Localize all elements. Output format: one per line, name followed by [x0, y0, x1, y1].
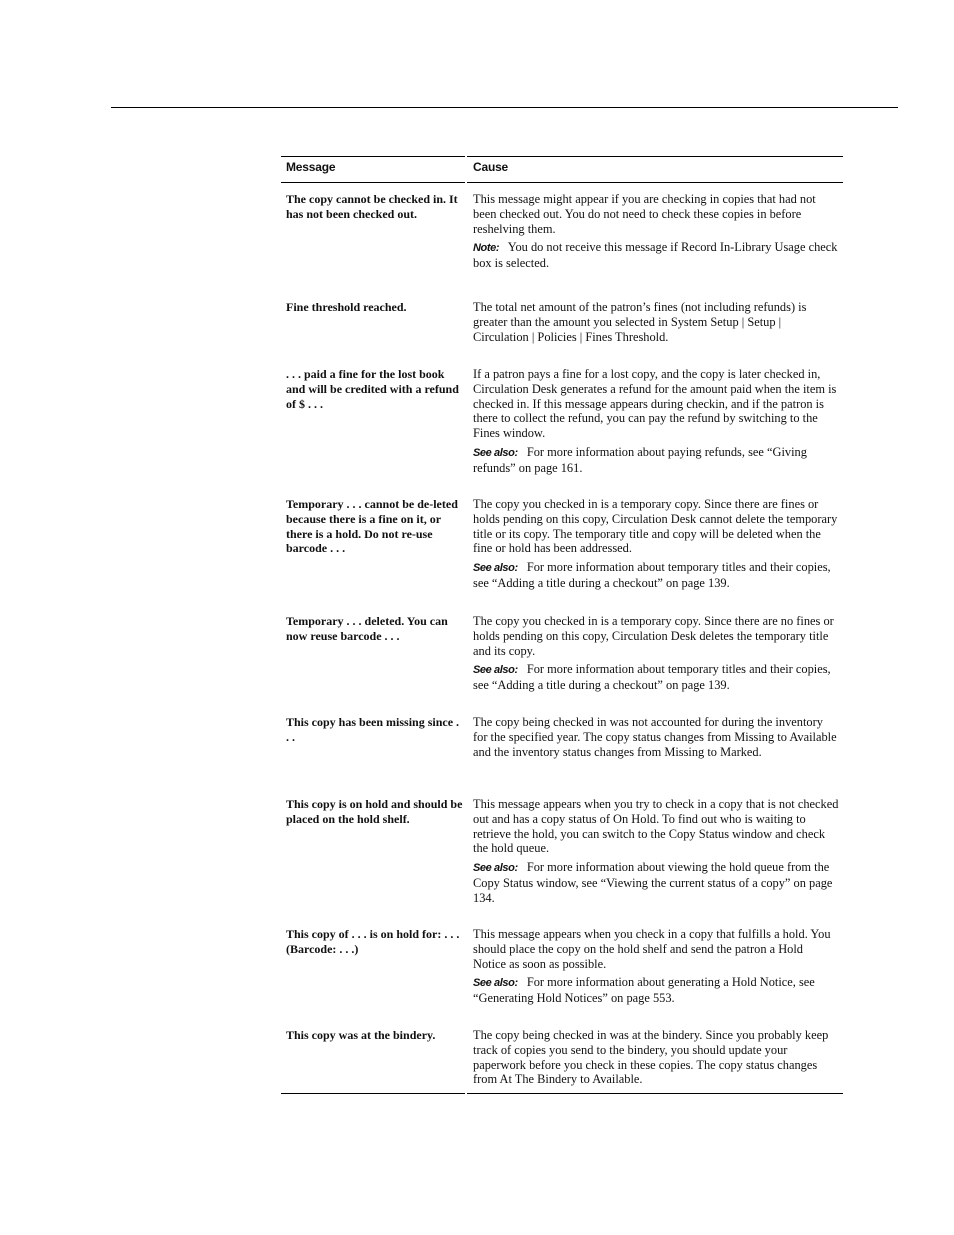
note-text: For more information about paying refunds, see “Giving refunds” on page 161. — [473, 444, 807, 475]
message-cell — [281, 1028, 467, 1093]
cause-cell — [467, 183, 843, 300]
cause-cell — [467, 497, 843, 614]
cause-text: The copy being checked in was not accounted for during the inventory for the specified year. The copy status changes from Missing to Available and the inventory status changes from Missing to Marked. — [473, 715, 837, 759]
message-cell — [281, 927, 467, 1028]
note — [473, 240, 839, 271]
cause-cell — [467, 614, 843, 715]
see-also-note — [473, 662, 839, 693]
cause-text: This message appears when you try to check in a copy that is not checked out and has a copy status of On Hold. To find out who is waiting to retrieve the hold, you can switch to the Copy Status window and check the hold queue. — [473, 797, 839, 856]
note-text: You do not receive this message if Record In-Library Usage check box is selected. — [473, 240, 838, 271]
cause-cell — [467, 300, 843, 367]
cause-cell — [467, 1028, 843, 1093]
cause-text: The copy you checked in is a temporary copy. Since there are no fines or holds pending on this copy, Circulation Desk deletes the temporary title and its copy. — [473, 614, 834, 658]
cause-text: The copy you checked in is a temporary copy. Since there are fines or holds pending on this copy, Circulation Desk cannot delete the temporary title or its copy. The temporary title and copy will be deleted when the fine or hold has been addressed. — [473, 497, 838, 556]
table-bottom-rule — [281, 1093, 465, 1094]
note-label: See also: — [473, 862, 518, 875]
cause-cell — [467, 367, 843, 497]
cause-text: This message appears when you check in a copy that fulfills a hold. You should place the copy on the hold shelf and send the patron a Hold Notice as soon as possible. — [473, 927, 831, 971]
note-label: See also: — [473, 562, 518, 575]
message-cell — [281, 797, 467, 927]
see-also-note — [473, 860, 839, 905]
message-cause-table — [281, 156, 843, 1094]
see-also-note — [473, 975, 839, 1006]
message-text: This copy of . . . is on hold for: . . . (Barcode: . . .) — [286, 927, 460, 956]
message-text: Temporary . . . deleted. You can now reuse barcode . . . — [286, 614, 448, 643]
cause-cell — [467, 927, 843, 1028]
see-also-note — [473, 560, 839, 591]
message-cell — [281, 183, 467, 300]
cause-text: This message might appear if you are checking in copies that had not been checked out. You do not need to check these copies in before reshelving them. — [473, 192, 816, 236]
column-header-message: Message — [281, 156, 465, 183]
message-text: . . . paid a fine for the lost book and will be credited with a refund of $ . . . — [286, 367, 459, 411]
message-text: This copy was at the bindery. — [286, 1028, 436, 1042]
cause-text: The copy being checked in was at the bindery. Since you probably keep track of copies you send to the bindery, you should update your paperwork before you check in these copies. The copy status changes from At The Bindery to Available. — [473, 1028, 829, 1087]
note-text: For more information about viewing the hold queue from the Copy Status window, see “Viewing the current status of a copy” on page 134. — [473, 860, 833, 905]
cause-cell — [467, 715, 843, 797]
note-label: See also: — [473, 446, 518, 459]
cause-cell — [467, 797, 843, 927]
message-cell — [281, 614, 467, 715]
note-text: For more information about temporary titles and their copies, see “Adding a title during a checkout” on page 139. — [473, 662, 831, 693]
message-text: Temporary . . . cannot be de-leted because there is a fine on it, or there is a hold. Do not re-use barcode . . . — [286, 497, 458, 556]
note-label: See also: — [473, 664, 518, 677]
message-cell — [281, 367, 467, 497]
table-bottom-rule — [467, 1093, 843, 1094]
cause-text: If a patron pays a fine for a lost copy, and the copy is later checked in, Circulation Desk generates a refund for the amount paid when the item is checked in. If this message appears during checkin, and if the patron is there to collect the refund, you can pay the refund by switching to the Fines window. — [473, 367, 837, 441]
note-label: See also: — [473, 977, 518, 990]
message-cell — [281, 715, 467, 797]
cause-text: The total net amount of the patron’s fines (not including refunds) is greater than the amount you selected in System Setup | Setup | Circulation | Policies | Fines Threshold. — [473, 300, 807, 344]
note-text: For more information about temporary titles and their copies, see “Adding a title during a checkout” on page 139. — [473, 560, 831, 590]
message-cell — [281, 497, 467, 614]
message-text: Fine threshold reached. — [286, 300, 407, 314]
note-label: Note: — [473, 242, 500, 255]
see-also-note — [473, 445, 839, 476]
message-text: This copy is on hold and should be placed on the hold shelf. — [286, 797, 463, 826]
message-cell — [281, 300, 467, 367]
message-text: This copy has been missing since . . . — [286, 715, 460, 744]
message-text: The copy cannot be checked in. It has not been checked out. — [286, 192, 458, 221]
column-header-cause: Cause — [467, 156, 843, 183]
note-text: For more information about generating a Hold Notice, see “Generating Hold Notices” on page 553. — [473, 975, 815, 1006]
header-rule — [111, 107, 898, 108]
